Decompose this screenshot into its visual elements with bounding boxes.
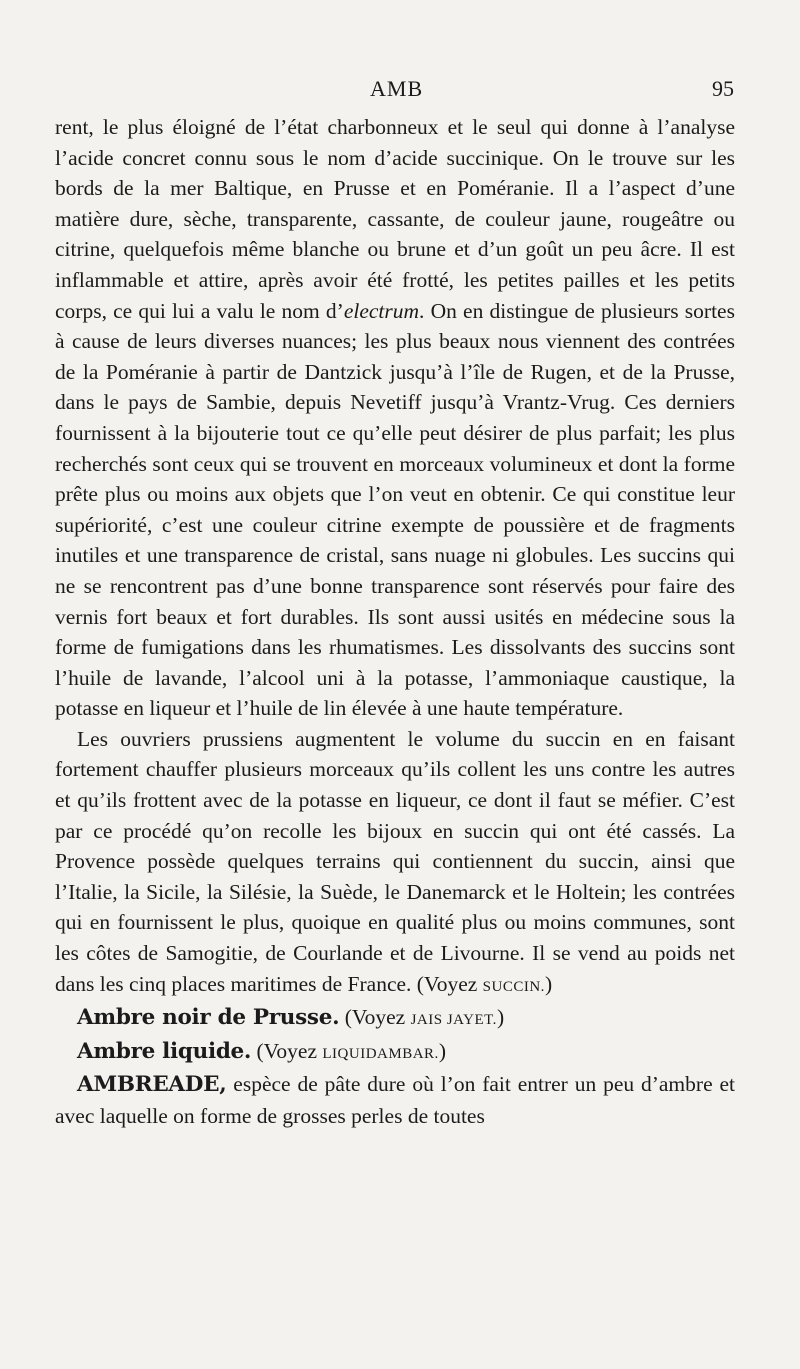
paragraph-prussian-workers: Les ouvriers prussiens augmentent le volume du succin en en faisant fortement chauffer plusieurs morceaux qu’ils collent les uns contre les autres et qu’ils frottent avec de la potasse en liqueur, ce dont il faut se méfier. C’est par ce procédé qu’on recolle les bijoux en succin qui ont été cassés. La Provence possède quelques terrains qui contiennent du succin, ainsi que l’Italie, la Sicile, la Silésie, la Suède, le Danemarck et le Holtein; les contrées qui en fournissent le plus, quoique en qualité plus ou moins communes, sont les côtes de Samogitie, de Courlande et de Livourne. Il se vend au poids net dans les cinq places maritimes de France. (Voyez SUCCIN.) <box>55 726 735 996</box>
page-number: 95 <box>712 76 734 101</box>
entry-heading: AMBREADE, <box>77 1072 227 1098</box>
running-head: AMB <box>370 76 424 101</box>
electrum-term: electrum <box>343 298 420 323</box>
paragraph-succin-description: rent, le plus éloigné de l’état charbonneux et le seul qui donne à l’analyse l’acide concret connu sous le nom d’acide succinique. On le trouve sur les bords de la mer Baltique, en Prusse et en Poméranie. Il a l’aspect d’une matière dure, sèche, transparente, cassante, de couleur jaune, rougeâtre ou citrine, quelquefois même blanche ou brune et d’un goût un peu âcre. Il est inflammable et attire, après avoir été frotté, les petites pailles et les petits corps, ce qui lui a valu le nom d’electrum. On en distingue de plusieurs sortes à cause de leurs diverses nuances; les plus beaux nous viennent des contrées de la Poméranie à partir de Dantzick jusqu’à l’île de Rugen, et de la Prusse, dans le pays de Sambie, depuis Nevetiff jusqu’à Vrantz-Vrug. Ces derniers fournissent à la bijouterie tout ce qu’elle peut désirer de plus parfait; les plus recherchés sont ceux qui se trouvent en morceaux volumineux et dont la forme prête plus ou moins aux objets que l’on veut en obtenir. Ce qui constitue leur supériorité, c’est une couleur citrine exempte de poussière et de fragments inutiles et une transparence de cristal, sans nuage ni globules. Les succins qui ne se rencontrent pas d’une bonne transparence sont réservés pour faire des vernis fort beaux et fort durables. Ils sont aussi usités en médecine sous la forme de fumigations dans les rhumatismes. Les dissolvants des succins sont l’huile de lavande, l’alcool uni à la potasse, l’ammoniaque caustique, la potasse en liqueur et l’huile de lin élevée à une haute température. <box>55 115 735 721</box>
page-header <box>0 76 800 108</box>
entry-ambre-noir: Ambre noir de Prusse. (Voyez JAIS JAYET.) <box>77 1005 505 1031</box>
body-text <box>55 112 735 1132</box>
entry-ambreade: AMBREADE, espèce de pâte dure où l’on fait entrer un peu d’ambre et avec laquelle on forme de grosses perles de toutes <box>55 1072 735 1128</box>
entry-heading: Ambre noir de Prusse. <box>77 1005 340 1031</box>
entry-heading: Ambre liquide. <box>77 1038 252 1064</box>
cross-reference: SUCCIN. <box>482 978 545 995</box>
cross-reference: JAIS JAYET. <box>410 1012 497 1029</box>
entry-ambre-liquide: Ambre liquide. (Voyez LIQUIDAMBAR.) <box>77 1038 446 1064</box>
cross-reference: LIQUIDAMBAR. <box>322 1045 439 1062</box>
